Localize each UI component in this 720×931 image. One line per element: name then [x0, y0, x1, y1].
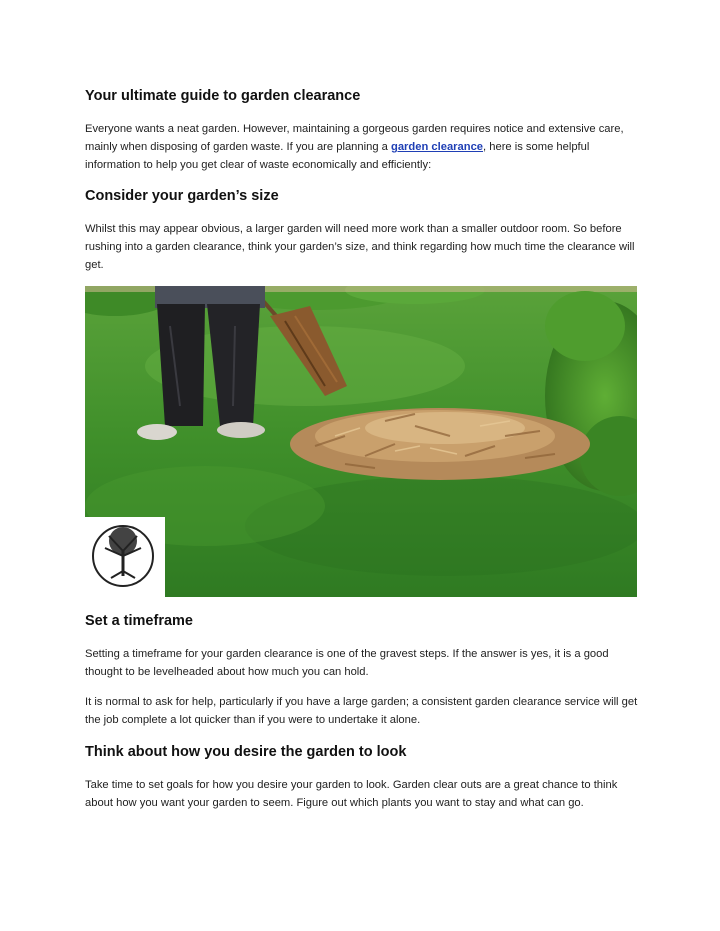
section-heading-garden-size: Consider your garden’s size [85, 188, 279, 204]
leaf-pile [290, 408, 590, 480]
section-heading-garden-look: Think about how you desire the garden to look [85, 744, 407, 760]
garden-clearance-link[interactable]: garden clearance [390, 141, 484, 153]
intro-text-before-link: Everyone wants a neat garden. However, maintaining a gorgeous garden requires notice and extensive care, mainly when disposing of garden waste. If you are planning a [85, 123, 624, 153]
garden-scene-illustration [85, 286, 637, 597]
garden-clearance-photo [85, 286, 637, 597]
intro-text-after-link: , here is some helpful information to help you get clear of waste economically and efficiently: [85, 141, 590, 171]
intro-paragraph [85, 120, 640, 174]
page-title: Your ultimate guide to garden clearance [85, 88, 361, 104]
section-heading-timeframe: Set a timeframe [85, 613, 193, 629]
section-paragraph-garden-look: Take time to set goals for how you desire your garden to look. Garden clear outs are a great chance to think about how you want your garden to seem. Figure out which plants you want to stay and what can go. [85, 779, 618, 809]
section-paragraph-timeframe-2: It is normal to ask for help, particularly if you have a large garden; a consistent garden clearance service will get the job complete a lot quicker than if you were to undertake it alone. [85, 696, 638, 726]
section-paragraph-timeframe-1: Setting a timeframe for your garden clearance is one of the gravest steps. If the answer is yes, it is a good thought to be levelheaded about how much you can hold. [85, 648, 609, 678]
section-paragraph-garden-size: Whilst this may appear obvious, a larger garden will need more work than a smaller outdoor room. So before rushing into a garden clearance, think your garden’s size, and think regarding how much time the clearance will get. [85, 223, 635, 271]
clearthelot-logo [85, 517, 165, 597]
